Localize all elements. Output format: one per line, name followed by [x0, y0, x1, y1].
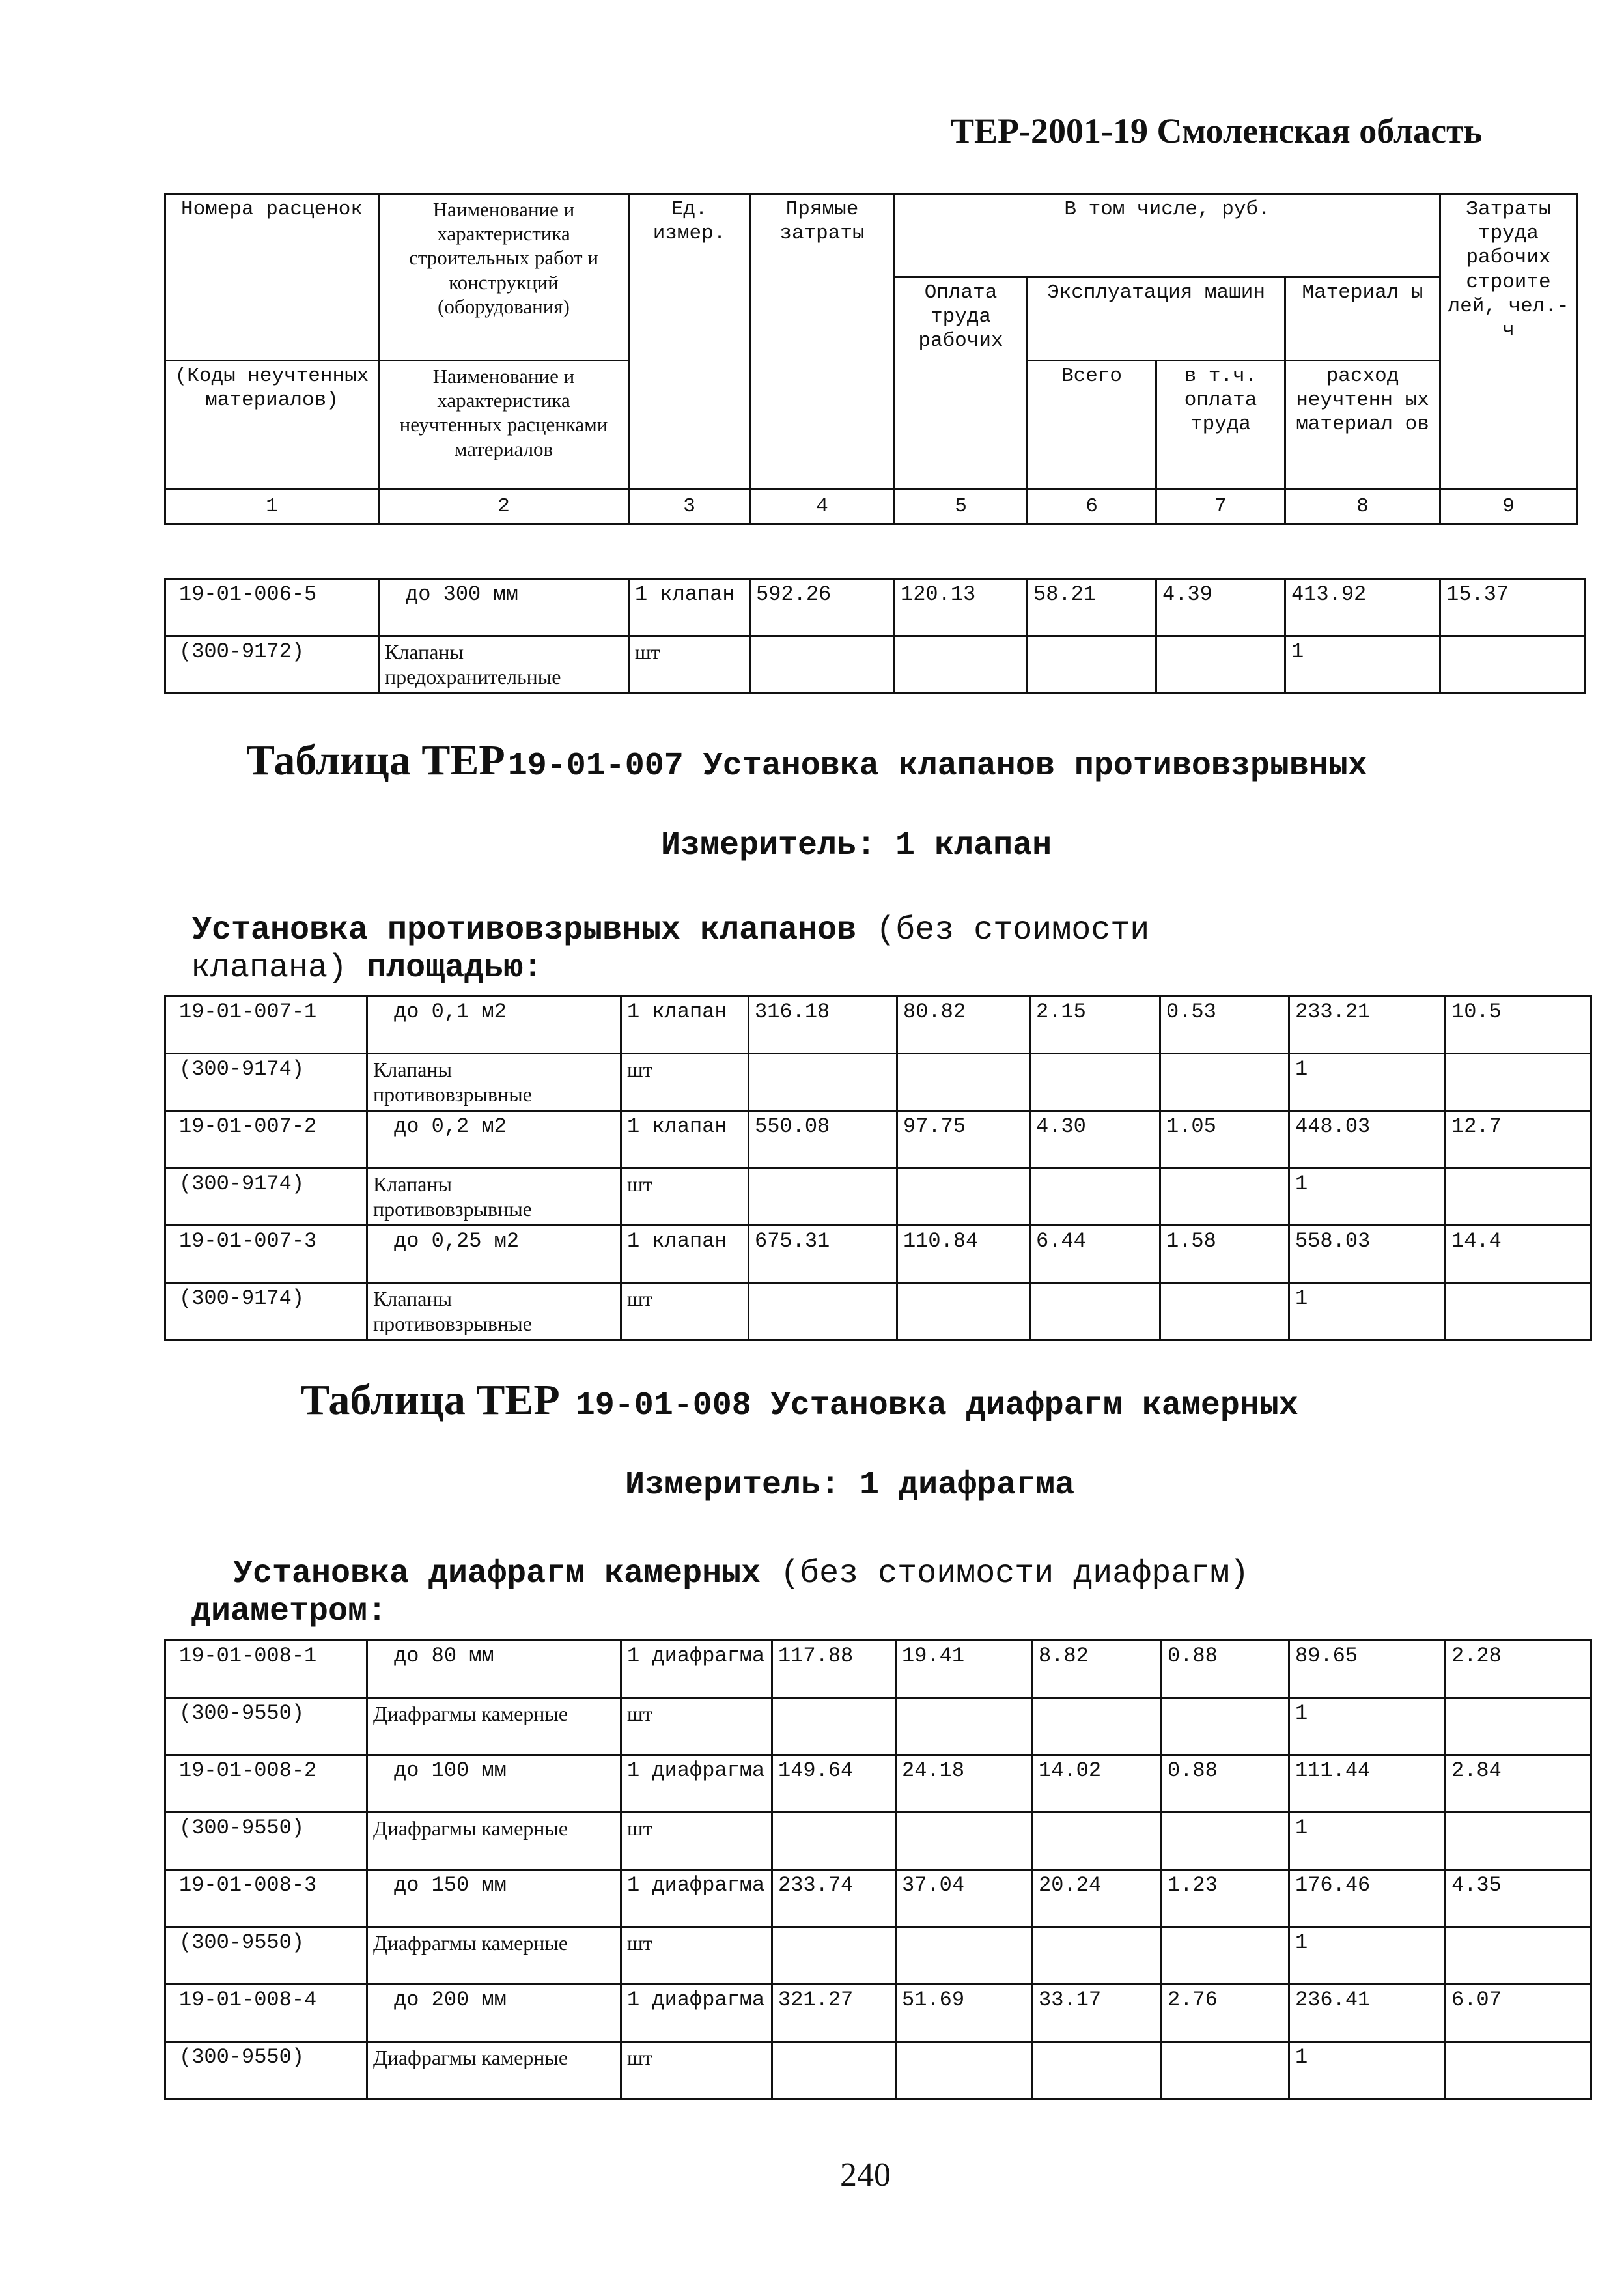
cell-name: Диафрагмы камерные	[367, 1927, 621, 1985]
table-row	[165, 1813, 1591, 1870]
cell-unit: 1 клапан	[621, 1111, 749, 1168]
cell-unit: шт	[621, 1927, 772, 1985]
column-number: 8	[1285, 490, 1440, 524]
table-007-title	[246, 736, 1367, 785]
cell-direct: 321.27	[772, 1985, 896, 2042]
cell-code: (300-9550)	[165, 1698, 367, 1755]
cell-labor: 19.41	[896, 1641, 1033, 1698]
cell-unit: шт	[629, 636, 750, 694]
cell-direct: 592.26	[750, 579, 895, 636]
cell-name: Клапаны предохранительные	[379, 636, 629, 694]
cell-hours	[1446, 1927, 1591, 1985]
cell-materials: 1	[1289, 1168, 1446, 1226]
header-direct-costs: Прямые затраты	[750, 194, 895, 490]
cell-materials: 1	[1289, 1283, 1446, 1340]
cell-machines	[1033, 1927, 1162, 1985]
header-unaccounted-name: Наименование и характеристика неучтенных расценками материалов	[379, 361, 629, 490]
cell-hours	[1440, 636, 1585, 694]
cell-machines: 8.82	[1033, 1641, 1162, 1698]
column-number: 7	[1156, 490, 1285, 524]
table-007-meter: Измеритель: 1 клапан	[661, 827, 1052, 864]
cell-machines: 20.24	[1033, 1870, 1162, 1927]
cell-materials: 233.21	[1289, 997, 1446, 1054]
cell-labor: 37.04	[896, 1870, 1033, 1927]
cell-labor	[897, 1054, 1030, 1111]
cell-direct: 316.18	[749, 997, 897, 1054]
table-008-section-heading	[191, 1555, 1250, 1630]
rates-table-006	[164, 578, 1586, 694]
cell-machines-labor: 0.53	[1160, 997, 1289, 1054]
rates-table-008	[164, 1639, 1592, 2100]
cell-name: Диафрагмы камерные	[367, 1813, 621, 1870]
cell-machines-labor	[1162, 2042, 1289, 2099]
cell-hours: 10.5	[1446, 997, 1591, 1054]
table-title-lead: Таблица ТЕР	[246, 737, 505, 784]
table-row	[165, 636, 1585, 694]
table-title-text: 19-01-007 Установка клапанов противовзрывных	[507, 748, 1367, 785]
cell-machines	[1033, 1813, 1162, 1870]
cell-name: до 80 мм	[367, 1641, 621, 1698]
cell-code: 19-01-008-2	[165, 1755, 367, 1813]
cell-materials: 448.03	[1289, 1111, 1446, 1168]
cell-hours: 2.84	[1446, 1755, 1591, 1813]
cell-name: до 0,1 м2	[367, 997, 621, 1054]
column-number: 3	[629, 490, 750, 524]
section-heading-bold: Установка противовзрывных клапанов	[192, 912, 857, 949]
table-row	[165, 1927, 1591, 1985]
cell-unit: шт	[621, 1168, 749, 1226]
cell-materials: 236.41	[1289, 1985, 1446, 2042]
cell-labor	[897, 1283, 1030, 1340]
cell-direct	[749, 1283, 897, 1340]
cell-unit: 1 диафрагма	[621, 1641, 772, 1698]
table-row	[165, 2042, 1591, 2099]
cell-labor	[896, 2042, 1033, 2099]
cell-direct	[772, 2042, 896, 2099]
table-row	[165, 1755, 1591, 1813]
cell-labor	[896, 1698, 1033, 1755]
table-008-title	[301, 1376, 1298, 1425]
table-row	[165, 1985, 1591, 2042]
table-007-section-heading	[192, 912, 1149, 987]
cell-unit: шт	[621, 1813, 772, 1870]
section-heading-normal: (без стоимости	[876, 912, 1150, 949]
header-unaccounted-codes: (Коды неучтенных материалов)	[165, 361, 379, 490]
section-heading-normal: (без стоимости диафрагм)	[780, 1555, 1250, 1592]
page-number: 240	[840, 2156, 891, 2194]
cell-labor: 120.13	[895, 579, 1028, 636]
cell-name: Диафрагмы камерные	[367, 1698, 621, 1755]
table-row	[165, 579, 1585, 636]
cell-name: до 150 мм	[367, 1870, 621, 1927]
cell-code: (300-9172)	[165, 636, 379, 694]
cell-unit: 1 диафрагма	[621, 1985, 772, 2042]
cell-materials: 558.03	[1289, 1226, 1446, 1283]
cell-name: до 0,25 м2	[367, 1226, 621, 1283]
section-heading-line2-bold: площадью:	[367, 949, 543, 987]
cell-hours: 4.35	[1446, 1870, 1591, 1927]
cell-hours	[1446, 1813, 1591, 1870]
cell-code: 19-01-007-1	[165, 997, 367, 1054]
table-title-lead: Таблица ТЕР	[301, 1376, 560, 1424]
cell-unit: шт	[621, 1054, 749, 1111]
header-machines: Эксплуатация машин	[1028, 277, 1285, 361]
cell-machines	[1033, 1698, 1162, 1755]
cell-hours	[1446, 1168, 1591, 1226]
cell-labor: 24.18	[896, 1755, 1033, 1813]
cell-direct	[772, 1927, 896, 1985]
table-row	[165, 1111, 1591, 1168]
cell-machines: 2.15	[1030, 997, 1160, 1054]
cell-labor: 110.84	[897, 1226, 1030, 1283]
cell-code: 19-01-007-2	[165, 1111, 367, 1168]
column-number: 2	[379, 490, 629, 524]
cell-machines-labor: 0.88	[1162, 1755, 1289, 1813]
table-row	[165, 1698, 1591, 1755]
section-heading-line2-bold: диаметром:	[191, 1592, 387, 1630]
section-heading-line2: клапана)	[191, 949, 348, 987]
cell-machines-labor	[1160, 1283, 1289, 1340]
cell-labor: 97.75	[897, 1111, 1030, 1168]
cell-code: (300-9174)	[165, 1168, 367, 1226]
cell-materials: 89.65	[1289, 1641, 1446, 1698]
cell-machines	[1030, 1168, 1160, 1226]
cell-name: Клапаны противовзрывные	[367, 1168, 621, 1226]
cell-name: до 300 мм	[379, 579, 629, 636]
column-number: 5	[895, 490, 1028, 524]
cell-materials: 413.92	[1285, 579, 1440, 636]
header-machines-total: Всего	[1028, 361, 1156, 490]
table-row	[165, 1168, 1591, 1226]
cell-direct	[750, 636, 895, 694]
cell-materials: 1	[1289, 2042, 1446, 2099]
cell-machines	[1030, 1054, 1160, 1111]
table-row	[165, 1283, 1591, 1340]
cell-code: 19-01-007-3	[165, 1226, 367, 1283]
cell-machines-labor: 2.76	[1162, 1985, 1289, 2042]
cell-hours: 12.7	[1446, 1111, 1591, 1168]
cell-materials: 1	[1289, 1813, 1446, 1870]
header-materials: Материал ы	[1285, 277, 1440, 361]
cell-direct: 233.74	[772, 1870, 896, 1927]
cell-machines	[1030, 1283, 1160, 1340]
page-header-title: ТЕР-2001-19 Смоленская область	[951, 111, 1483, 150]
cell-name: до 200 мм	[367, 1985, 621, 2042]
cell-code: (300-9550)	[165, 2042, 367, 2099]
cell-code: (300-9550)	[165, 1927, 367, 1985]
cell-direct: 117.88	[772, 1641, 896, 1698]
cell-labor	[897, 1168, 1030, 1226]
cell-direct: 550.08	[749, 1111, 897, 1168]
cell-materials: 111.44	[1289, 1755, 1446, 1813]
cell-machines: 58.21	[1028, 579, 1156, 636]
cell-materials: 1	[1285, 636, 1440, 694]
header-unaccounted-materials: расход неучтенн ых материал ов	[1285, 361, 1440, 490]
header-including: В том числе, руб.	[895, 194, 1440, 277]
header-rate-numbers: Номера расценок	[165, 194, 379, 361]
cell-machines-labor: 0.88	[1162, 1641, 1289, 1698]
cell-machines-labor	[1162, 1698, 1289, 1755]
cell-machines-labor: 1.05	[1160, 1111, 1289, 1168]
cell-labor	[896, 1927, 1033, 1985]
cell-code: 19-01-008-4	[165, 1985, 367, 2042]
cell-code: 19-01-006-5	[165, 579, 379, 636]
table-title-text: 19-01-008 Установка диафрагм камерных	[575, 1387, 1298, 1424]
cell-machines: 14.02	[1033, 1755, 1162, 1813]
cell-labor	[896, 1813, 1033, 1870]
cell-name: Диафрагмы камерные	[367, 2042, 621, 2099]
cell-machines-labor: 1.58	[1160, 1226, 1289, 1283]
cell-code: (300-9174)	[165, 1283, 367, 1340]
cell-materials: 1	[1289, 1054, 1446, 1111]
cell-machines: 6.44	[1030, 1226, 1160, 1283]
header-labor-pay: Оплата труда рабочих	[895, 277, 1028, 490]
table-row	[165, 1641, 1591, 1698]
cell-hours: 15.37	[1440, 579, 1585, 636]
cell-hours	[1446, 2042, 1591, 2099]
cell-code: 19-01-008-3	[165, 1870, 367, 1927]
cell-direct: 675.31	[749, 1226, 897, 1283]
cell-unit: шт	[621, 1283, 749, 1340]
cell-unit: 1 диафрагма	[621, 1870, 772, 1927]
header-machines-labor: в т.ч. оплата труда	[1156, 361, 1285, 490]
table-row	[165, 997, 1591, 1054]
column-number: 6	[1028, 490, 1156, 524]
cell-machines-labor	[1162, 1927, 1289, 1985]
cell-materials: 176.46	[1289, 1870, 1446, 1927]
cell-direct	[749, 1168, 897, 1226]
cell-unit: шт	[621, 1698, 772, 1755]
cell-labor: 80.82	[897, 997, 1030, 1054]
column-number: 1	[165, 490, 379, 524]
header-unit: Ед. измер.	[629, 194, 750, 490]
cell-name: Клапаны противовзрывные	[367, 1054, 621, 1111]
table-row	[165, 1870, 1591, 1927]
cell-name: до 100 мм	[367, 1755, 621, 1813]
cell-direct	[749, 1054, 897, 1111]
cell-machines: 4.30	[1030, 1111, 1160, 1168]
cell-name: Клапаны противовзрывные	[367, 1283, 621, 1340]
cell-machines-labor	[1160, 1054, 1289, 1111]
table-row	[165, 1054, 1591, 1111]
cell-hours: 6.07	[1446, 1985, 1591, 2042]
cell-machines-labor	[1160, 1168, 1289, 1226]
cell-unit: 1 клапан	[621, 997, 749, 1054]
section-heading-bold: Установка диафрагм камерных	[233, 1555, 761, 1592]
cell-labor: 51.69	[896, 1985, 1033, 2042]
header-labor-hours: Затраты труда рабочих строите лей, чел.-ч	[1440, 194, 1577, 490]
cell-materials: 1	[1289, 1698, 1446, 1755]
cell-machines-labor	[1156, 636, 1285, 694]
cell-direct	[772, 1698, 896, 1755]
cell-unit: 1 клапан	[629, 579, 750, 636]
cell-code: (300-9174)	[165, 1054, 367, 1111]
cell-code: 19-01-008-1	[165, 1641, 367, 1698]
cell-hours	[1446, 1283, 1591, 1340]
cell-machines	[1028, 636, 1156, 694]
table-008-meter: Измеритель: 1 диафрагма	[625, 1467, 1075, 1504]
cell-hours: 14.4	[1446, 1226, 1591, 1283]
cell-unit: 1 клапан	[621, 1226, 749, 1283]
cell-unit: 1 диафрагма	[621, 1755, 772, 1813]
header-work-name: Наименование и характеристика строительных работ и конструкций (оборудования)	[379, 194, 629, 361]
cell-labor	[895, 636, 1028, 694]
cell-machines-labor: 1.23	[1162, 1870, 1289, 1927]
cell-direct	[772, 1813, 896, 1870]
rates-table-007	[164, 995, 1592, 1341]
cell-unit: шт	[621, 2042, 772, 2099]
cell-direct: 149.64	[772, 1755, 896, 1813]
cell-hours	[1446, 1054, 1591, 1111]
cell-machines-labor: 4.39	[1156, 579, 1285, 636]
table-row	[165, 1226, 1591, 1283]
column-number: 9	[1440, 490, 1577, 524]
cell-name: до 0,2 м2	[367, 1111, 621, 1168]
cell-machines: 33.17	[1033, 1985, 1162, 2042]
column-header-table	[164, 193, 1578, 525]
cell-hours: 2.28	[1446, 1641, 1591, 1698]
cell-materials: 1	[1289, 1927, 1446, 1985]
cell-hours	[1446, 1698, 1591, 1755]
cell-machines	[1033, 2042, 1162, 2099]
cell-code: (300-9550)	[165, 1813, 367, 1870]
column-number: 4	[750, 490, 895, 524]
cell-machines-labor	[1162, 1813, 1289, 1870]
